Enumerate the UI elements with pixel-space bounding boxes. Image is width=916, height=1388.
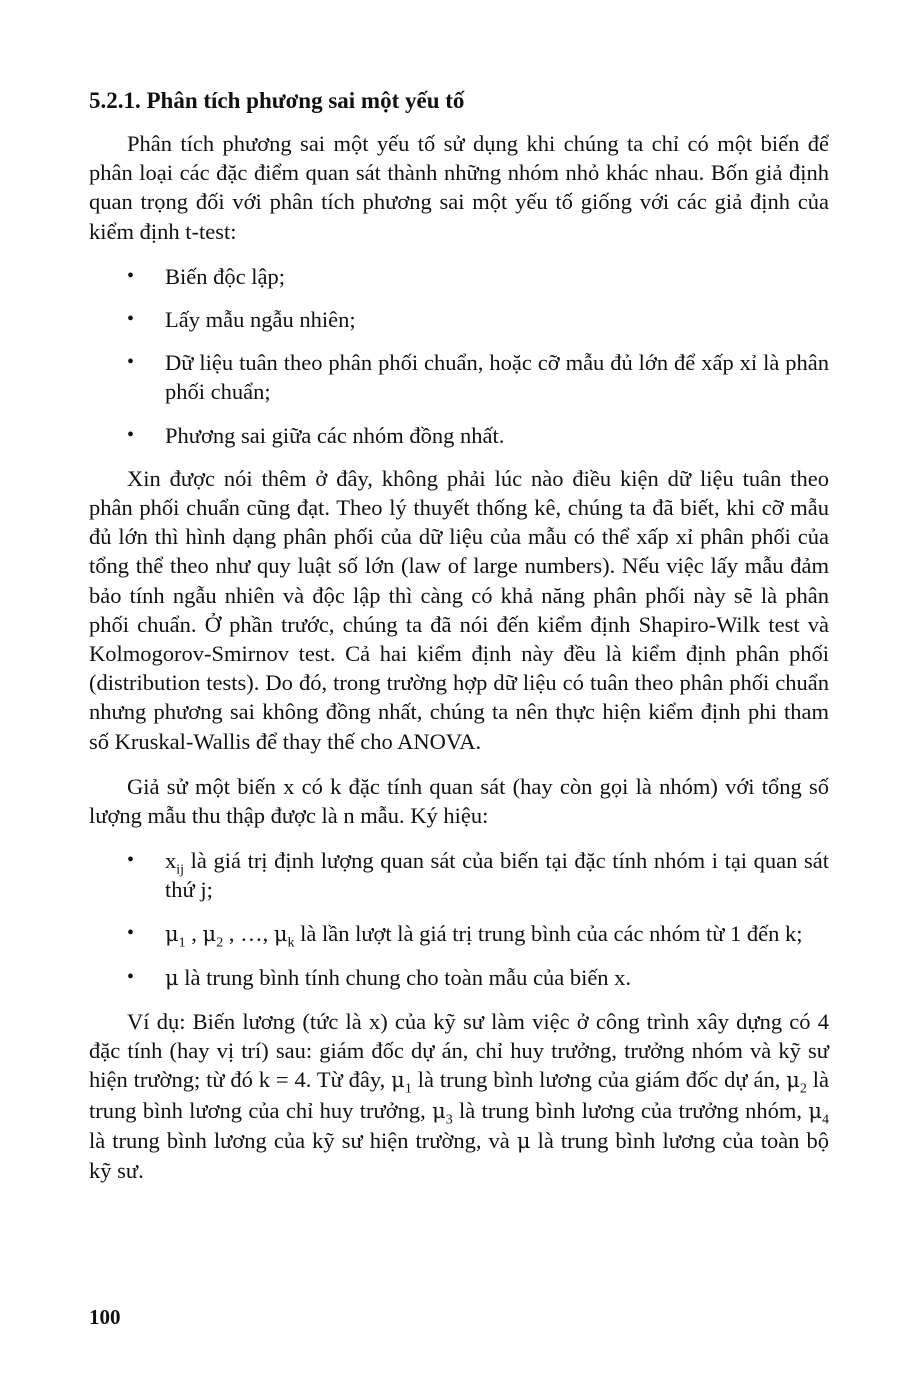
x-ij-symbol: $x_{ij}$ bbox=[165, 848, 185, 878]
mu-group-symbols: $\mu_1$ , $\mu_2$ , …, $\mu_k$ bbox=[165, 920, 295, 951]
mu-symbol: μ bbox=[165, 965, 179, 990]
normality-paragraph: Xin được nói thêm ở đây, không phải lúc nào điều kiện dữ liệu tuân theo phân phối chuẩn cũng đạt. Theo lý thuyết thống kê, chúng ta đã biết, khi cỡ mẫu đủ lớn thì hình dạng phân phối của dữ liệu của mẫu có thể xấp xỉ phân phối của tổng thể theo như quy luật số lớn (law of large numbers). Nếu việc lấy mẫu đảm bảo tính ngẫu nhiên và độc lập thì càng có khả năng phân phối này sẽ là phân phối chuẩn. Ở phần trước, chúng ta đã nói đến kiểm định Shapiro-Wilk test và Kolmogorov-Smirnov test. Cả hai kiểm định này đều là kiểm định phân phối (distribution tests). Do đó, trong trường hợp dữ liệu có tuân theo phân phối chuẩn nhưng phương sai không đồng nhất, chúng ta nên thực hiện kiểm định phi tham số Kruskal-Wallis để thay thế cho ANOVA. bbox=[89, 465, 829, 754]
list-item: • μ là trung bình tính chung cho toàn mẫu của biến x. bbox=[89, 963, 829, 993]
bullet-icon: • bbox=[127, 849, 135, 872]
bullet-icon: • bbox=[127, 308, 135, 331]
example-paragraph: Ví dụ: Biến lương (tức là x) của kỹ sư làm việc ở công trình xây dựng có 4 đặc tính (hay vị trí) sau: giám đốc dự án, chỉ huy trưởng, trưởng nhóm và kỹ sư hiện trường; từ đó k = 4. Từ đây, $\mu_1$ là trung bình lương của giám đốc dự án, $\mu_2$ là trung bình lương của chỉ huy trưởng, $\mu_3$ là trung bình lương của trưởng nhóm, $\mu_4$ là trung bình lương của kỹ sư hiện trường, và μ là trung bình lương của toàn bộ kỹ sư. bbox=[89, 1009, 830, 1184]
assumptions-list bbox=[89, 262, 829, 450]
bullet-icon: • bbox=[127, 921, 135, 944]
page-number: 100 bbox=[89, 1305, 121, 1329]
bullet-icon: • bbox=[127, 264, 135, 287]
list-item: • Phương sai giữa các nhóm đồng nhất. bbox=[89, 421, 829, 450]
page-content bbox=[89, 86, 829, 1201]
section-heading: 5.2.1. Phân tích phương sai một yếu tố bbox=[89, 88, 465, 113]
list-item: • Dữ liệu tuân theo phân phối chuẩn, hoặc cỡ mẫu đủ lớn để xấp xỉ là phân phối chuẩn; bbox=[127, 350, 829, 405]
bullet-icon: • bbox=[127, 423, 135, 446]
intro-paragraph: Phân tích phương sai một yếu tố sử dụng khi chúng ta chỉ có một biến để phân loại các đặc điểm quan sát thành những nhóm nhỏ khác nhau. Bốn giả định quan trọng đối với phân tích phương sai một yếu tố giống với các giả định của kiểm định t-test: bbox=[89, 131, 829, 244]
bullet-icon: • bbox=[127, 965, 135, 988]
list-item: • $\mu_1$ , $\mu_2$ , …, $\mu_k$ là lần lượt là giá trị trung bình của các nhóm từ 1 đến k; bbox=[127, 920, 803, 951]
list-item: • $x_{ij}$ là giá trị định lượng quan sát của biến tại đặc tính nhóm i tại quan sát thứ j; bbox=[127, 848, 829, 903]
bullet-icon: • bbox=[127, 351, 135, 374]
notation-intro-paragraph: Giả sử một biến x có k đặc tính quan sát (hay còn gọi là nhóm) với tổng số lượng mẫu thu thập được là n mẫu. Ký hiệu: bbox=[89, 773, 829, 829]
list-item: • Biến độc lập; bbox=[89, 262, 829, 291]
notation-list bbox=[89, 846, 829, 993]
list-item: • Lấy mẫu ngẫu nhiên; bbox=[89, 305, 829, 334]
